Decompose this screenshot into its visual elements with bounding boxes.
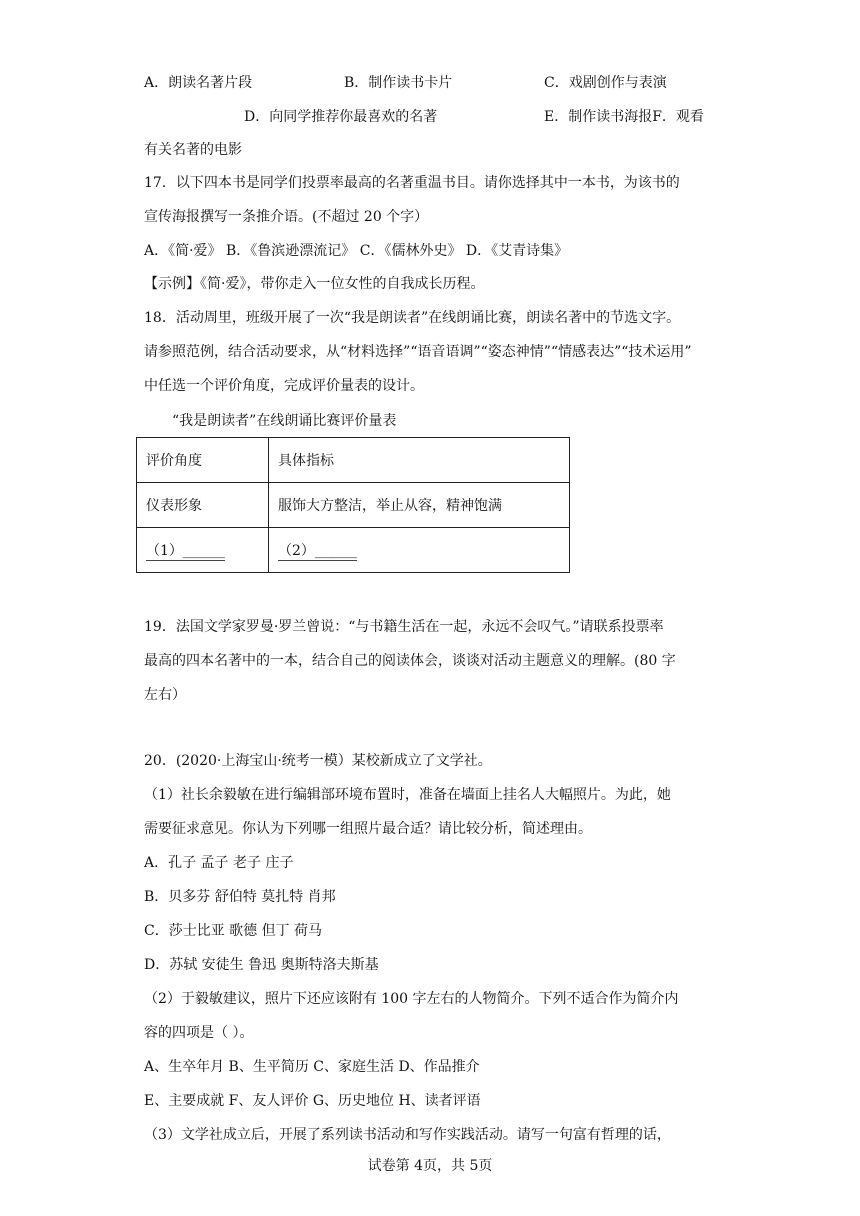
q18-text-line3: 中任选一个评价角度，完成评价量表的设计。 [144,378,424,394]
table-header-cell: 具体指标 [269,438,570,483]
q18-table-title: “我是朗读者”在线朗诵比赛评价量表 [172,413,397,429]
q16-option-d: D．向同学推荐你最喜欢的名著 [244,109,438,125]
q16-option-ef: E．制作读书海报F．观看 [544,109,704,125]
q17-example: 【示例】《简·爱》，带你走入一位女性的自我成长历程。 [144,276,485,292]
answer-blank-1[interactable]: （1）______ [146,543,225,559]
q17-options: A．《简·爱》 B．《鲁滨逊漂流记》 C．《儒林外史》 D．《艾青诗集》 [144,243,569,259]
table-header-cell: 评价角度 [137,438,269,483]
answer-blank-1-cell [137,528,269,573]
q20-part3-line1: （3）文学社成立后，开展了系列读书活动和写作实践活动。请写一句富有哲理的话， [144,1127,671,1143]
page-footer: 试卷第 4页，共 5页 [367,1158,493,1174]
q19-text-line2: 最高的四本名著中的一本，结合自己的阅读体会，谈谈对活动主题意义的理解。(80 字 [144,653,676,669]
q20-part1-line1: （1）社长余毅敏在进行编辑部环境布置时，准备在墙面上挂名人大幅照片。为此，她 [144,787,671,803]
answer-blank-2[interactable]: （2）______ [278,543,357,559]
answer-blank-2-cell [269,528,570,573]
q20-part1-option-d: D．苏轼 安徒生 鲁迅 奥斯特洛夫斯基 [144,957,379,973]
evaluation-table [136,437,570,573]
q20-part1-option-a: A．孔子 孟子 老子 庄子 [144,855,294,871]
q17-text-line2: 宣传海报撰写一条推介语。(不超过 20 个字） [144,209,429,225]
table-cell: 服饰大方整洁，举止从容，精神饱满 [269,483,570,528]
q19-text-line3: 左右） [144,687,186,703]
q20-part1-option-c: C．莎士比亚 歌德 但丁 荷马 [144,923,323,939]
q17-text-line1: 17．以下四本书是同学们投票率最高的名著重温书目。请你选择其中一本书，为该书的 [144,175,680,191]
q20-part2-line2: 容的四项是（ ）。 [144,1025,254,1041]
q20-title: 20．(2020·上海宝山·统考一模）某校新成立了文学社。 [144,753,492,769]
table-cell: 仪表形象 [137,483,269,528]
q20-part1-line2: 需要征求意见。你认为下列哪一组照片最合适？请比较分析，简述理由。 [144,821,592,837]
q20-part1-option-b: B．贝多芬 舒伯特 莫扎特 肖邦 [144,889,336,905]
q20-part2-line1: （2）于毅敏建议，照片下还应该附有 100 字左右的人物简介。下列不适合作为简介内 [144,991,679,1007]
q16-option-a: A．朗读名著片段 [144,75,253,91]
q20-part2-options-row2: E、主要成就 F、友人评价 G、历史地位 H、读者评语 [144,1093,481,1109]
q18-text-line1: 18．活动周里，班级开展了一次“我是朗读者”在线朗诵比赛，朗读名著中的节选文字。 [144,310,681,326]
q16-option-c: C．戏剧创作与表演 [544,75,667,91]
q19-text-line1: 19．法国文学家罗曼·罗兰曾说：“与书籍生活在一起，永远不会叹气。”请联系投票率 [144,619,664,635]
q16-option-f-cont: 有关名著的电影 [144,142,242,158]
table-row [137,528,570,573]
q18-text-line2: 请参照范例，结合活动要求，从“材料选择”“语音语调”“姿态神情”“情感表达”“技术运用” [144,344,692,360]
table-row [137,438,570,483]
q20-part2-options-row1: A、生卒年月 B、生平简历 C、家庭生活 D、作品推介 [144,1059,480,1075]
q16-option-b: B．制作读书卡片 [344,75,453,91]
table-row [137,483,570,528]
